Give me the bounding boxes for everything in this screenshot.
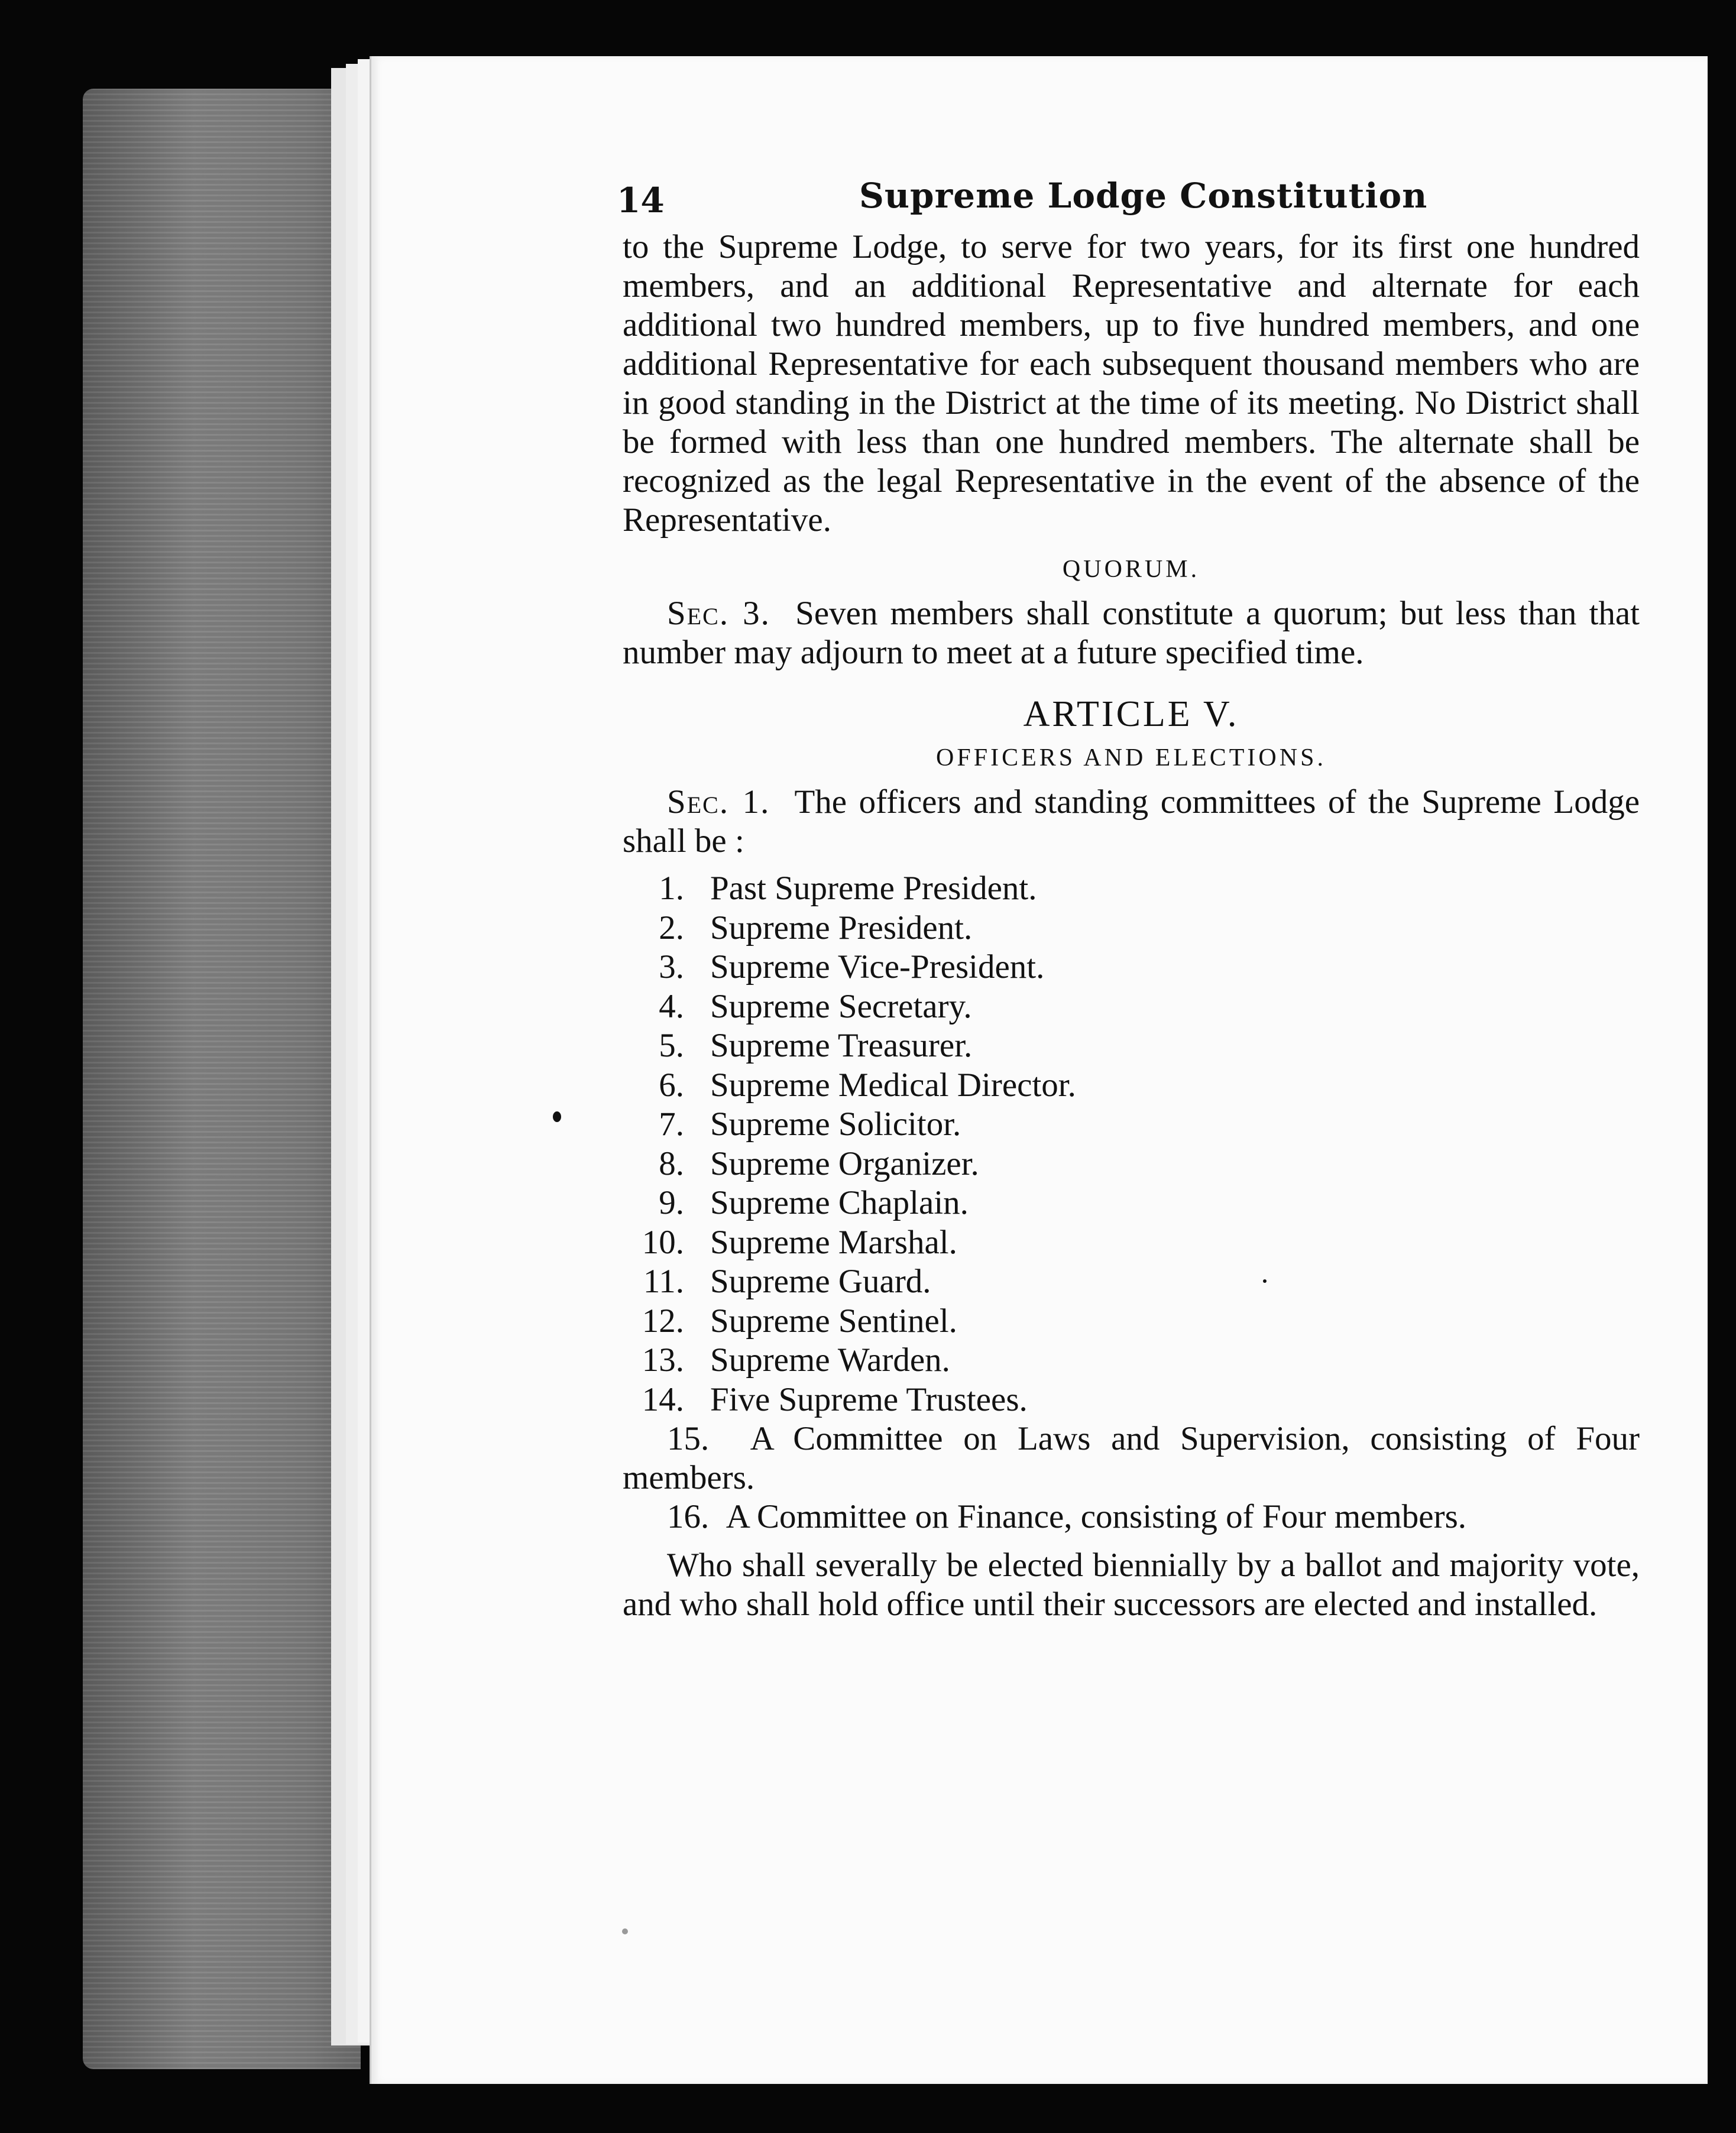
item-number: 15. — [667, 1420, 710, 1457]
quorum-heading: QUORUM. — [1062, 556, 1200, 583]
item-number: 1. — [659, 870, 684, 907]
scan-speck — [1263, 1279, 1267, 1283]
item-text: Past Supreme President. — [710, 870, 1037, 907]
item-text: Supreme Guard. — [710, 1263, 931, 1300]
item-text: Supreme Chaplain. — [710, 1184, 969, 1221]
item-text: A Committee on Laws and Supervision, consisting of Four members. — [623, 1420, 1640, 1496]
item-number: 10. — [642, 1223, 684, 1261]
item-number: 3. — [659, 948, 684, 986]
item-number: 12. — [642, 1302, 684, 1340]
item-text: Supreme Medical Director. — [710, 1066, 1076, 1104]
item-text: A Committee on Finance, consisting of Four members. — [726, 1498, 1467, 1535]
book-page — [370, 56, 1708, 2084]
list-item — [623, 987, 1640, 1027]
item-number: 7. — [659, 1106, 684, 1143]
officer-list — [623, 869, 1640, 1419]
item-number: 4. — [659, 987, 684, 1025]
list-item — [623, 869, 1640, 909]
item-number: 14. — [642, 1380, 684, 1418]
list-item — [623, 1026, 1640, 1066]
list-item-committee-finance — [623, 1497, 1640, 1536]
item-text: Supreme President. — [710, 909, 973, 946]
list-item — [623, 1105, 1640, 1145]
item-text: Supreme Vice-President. — [710, 948, 1045, 986]
officers-intro-text: The officers and standing committees of the Supreme Lodge shall be : — [623, 783, 1640, 860]
item-number: 8. — [659, 1145, 684, 1182]
scan-speck — [553, 1111, 561, 1122]
list-item — [623, 909, 1640, 948]
list-item — [623, 1145, 1640, 1184]
page-number: 14 — [617, 180, 665, 221]
list-item — [623, 1066, 1640, 1106]
item-number: 13. — [642, 1341, 684, 1379]
list-item-committee-laws — [623, 1419, 1640, 1497]
item-text: Supreme Marshal. — [710, 1223, 957, 1261]
officers-intro-paragraph — [623, 783, 1640, 861]
article-subheading: OFFICERS AND ELECTIONS. — [936, 744, 1326, 771]
item-number: 9. — [659, 1184, 684, 1221]
quorum-text: Seven members shall constitute a quorum; but less than that number may adjourn to meet at a future specified time. — [623, 595, 1640, 671]
list-item — [623, 1380, 1640, 1420]
list-item — [623, 1184, 1640, 1223]
continuation-paragraph: to the Supreme Lodge, to serve for two years, for its first one hundred members, and an additional Representative and alternate for each additional two hundred members, up to five hundred members, and one additional Representative for each subsequent thousand members who are in good standing in the District at the time of its meeting. No District shall be formed with less than one hundred members. The alternate shall be recognized as the legal Representative in the event of the absence of the Representative. — [623, 228, 1640, 539]
section-label: Sec. 3. — [667, 595, 770, 632]
item-number: 2. — [659, 909, 684, 946]
section-label: Sec. 1. — [667, 783, 770, 821]
scan-speck — [622, 1928, 628, 1934]
article-title: ARTICLE V. — [1023, 694, 1239, 734]
list-item — [623, 1341, 1640, 1380]
list-item — [623, 1262, 1640, 1302]
item-number: 5. — [659, 1027, 684, 1064]
list-item — [623, 1223, 1640, 1263]
item-text: Supreme Warden. — [710, 1341, 950, 1379]
running-title: Supreme Lodge Constitution — [859, 176, 1428, 216]
item-text: Supreme Treasurer. — [710, 1027, 973, 1064]
page-content — [617, 176, 1640, 1624]
closing-paragraph: Who shall severally be elected biennially by a ballot and majority vote, and who shall hold office until their successors are elected and installed. — [623, 1547, 1640, 1623]
item-text: Supreme Organizer. — [710, 1145, 979, 1182]
item-number: 6. — [659, 1066, 684, 1104]
running-header — [617, 176, 1640, 228]
item-text: Supreme Sentinel. — [710, 1302, 957, 1340]
list-item — [623, 948, 1640, 987]
item-text: Supreme Secretary. — [710, 987, 972, 1025]
item-number: 16. — [667, 1498, 710, 1535]
book-cover-edge — [83, 89, 361, 2069]
item-number: 11. — [643, 1263, 684, 1300]
list-item — [623, 1302, 1640, 1341]
item-text: Supreme Solicitor. — [710, 1106, 961, 1143]
quorum-paragraph — [623, 594, 1640, 672]
item-text: Five Supreme Trustees. — [710, 1380, 1028, 1418]
